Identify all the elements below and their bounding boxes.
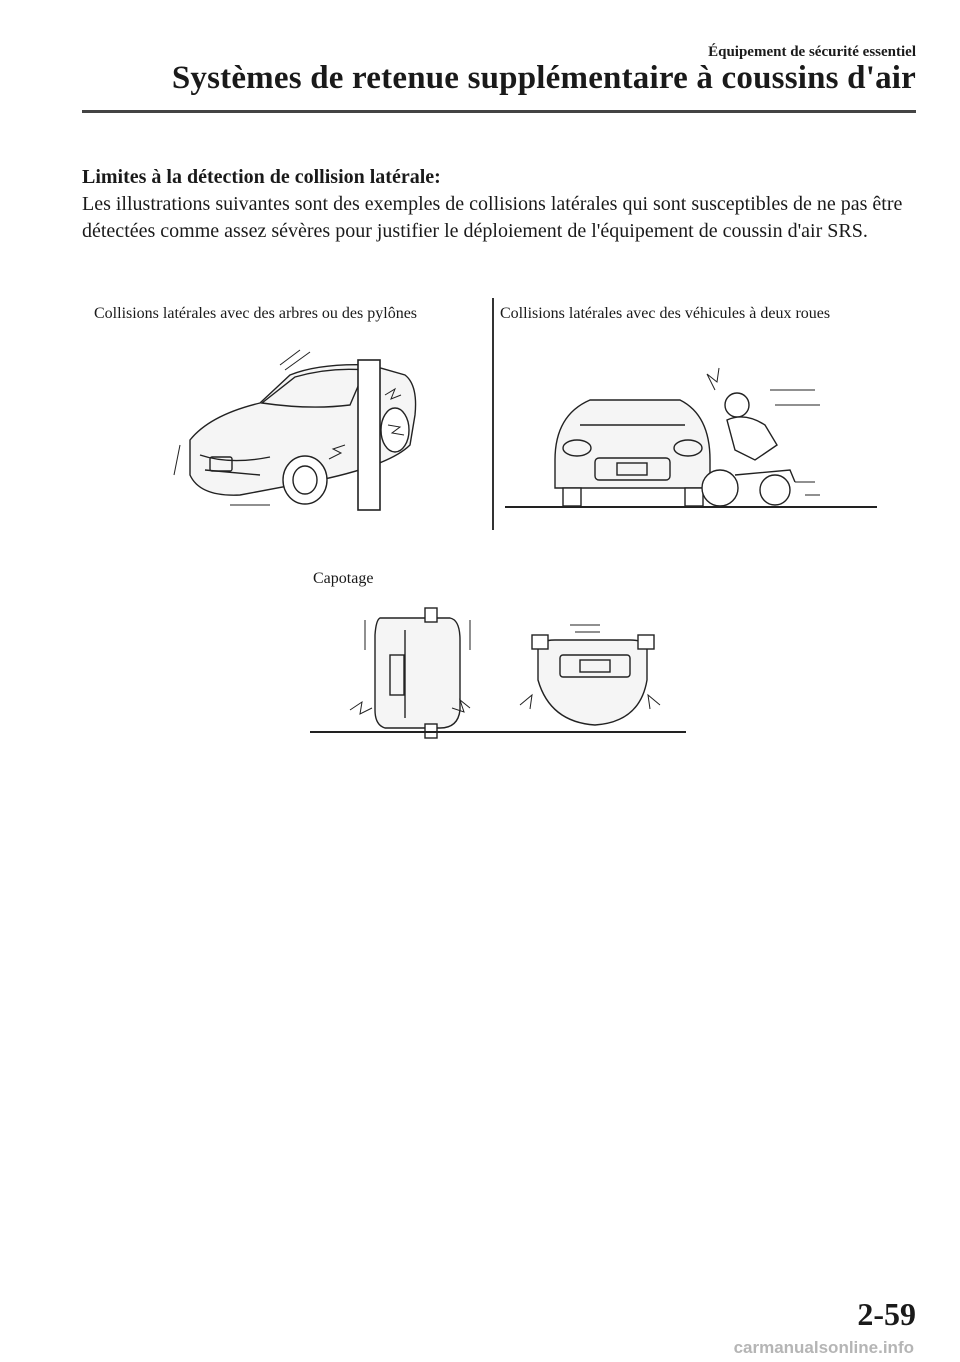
rollover-illustration (310, 600, 690, 740)
car-front-icon (555, 400, 710, 506)
caption-rollover: Capotage (313, 570, 374, 587)
motorcycle-rider-icon (702, 393, 795, 506)
car-upside-down-icon (532, 635, 654, 725)
caption-pole-collision: Collisions latérales avec des arbres ou des pylônes (94, 305, 418, 322)
page-number: 2-59 (857, 1296, 916, 1332)
header-section-label: Équipement de sécurité essentiel (708, 44, 916, 60)
caption-two-wheeler-collision: Collisions latérales avec des véhicules à deux roues (500, 305, 831, 322)
motorcycle-collision-illustration (505, 370, 880, 515)
pole-collision-illustration (170, 345, 430, 515)
watermark: carmanualsonline.info (733, 1338, 914, 1357)
car-body-icon (190, 365, 416, 504)
pole-icon (358, 360, 380, 510)
subheading: Limites à la détection de collision latérale: (82, 166, 441, 188)
figure-divider (492, 298, 494, 530)
car-on-side-icon (375, 608, 460, 738)
page-title: Systèmes de retenue supplémentaire à coussins d'air (171, 60, 916, 96)
header-rule (82, 110, 916, 113)
body-paragraph: Les illustrations suivantes sont des exemples de collisions latérales qui sont susceptibles de ne pas être détectées comme assez sévères pour justifier le déploiement de l'équipement de coussin d'air SRS. (82, 193, 903, 242)
